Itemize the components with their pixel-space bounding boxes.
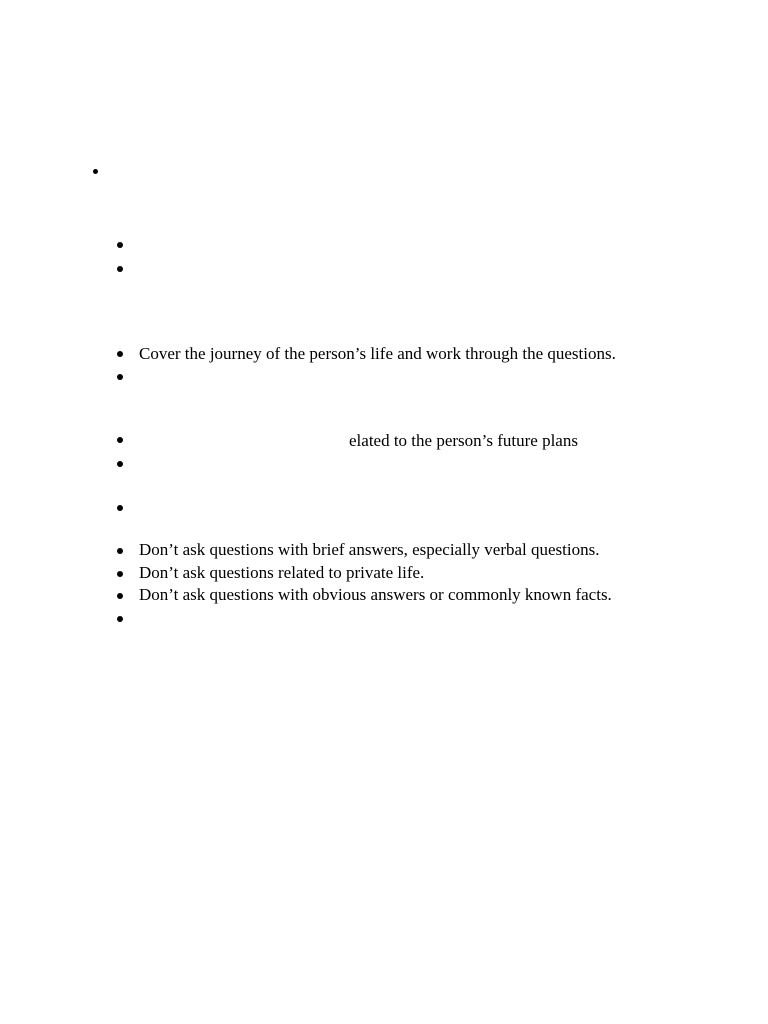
list-bullet (117, 593, 123, 599)
list-item-text: elated to the person’s future plans (349, 431, 578, 450)
list-bullet (117, 548, 123, 554)
list-bullet (117, 351, 123, 357)
list-bullet-top-level (93, 169, 98, 174)
list-item-text: Don’t ask questions with brief answers, especially verbal questions. (139, 540, 600, 559)
list-bullet (117, 461, 123, 467)
list-bullet (117, 266, 123, 272)
list-bullet (117, 571, 123, 577)
list-item-text: Cover the journey of the person’s life and work through the questions. (139, 344, 616, 363)
list-item-text: Don’t ask questions related to private life. (139, 563, 425, 582)
list-bullet (117, 437, 123, 443)
list-item-text: Don’t ask questions with obvious answers or commonly known facts. (139, 585, 612, 604)
list-bullet (117, 505, 123, 511)
list-bullet (117, 616, 123, 622)
list-bullet (117, 374, 123, 380)
list-bullet (117, 242, 123, 248)
